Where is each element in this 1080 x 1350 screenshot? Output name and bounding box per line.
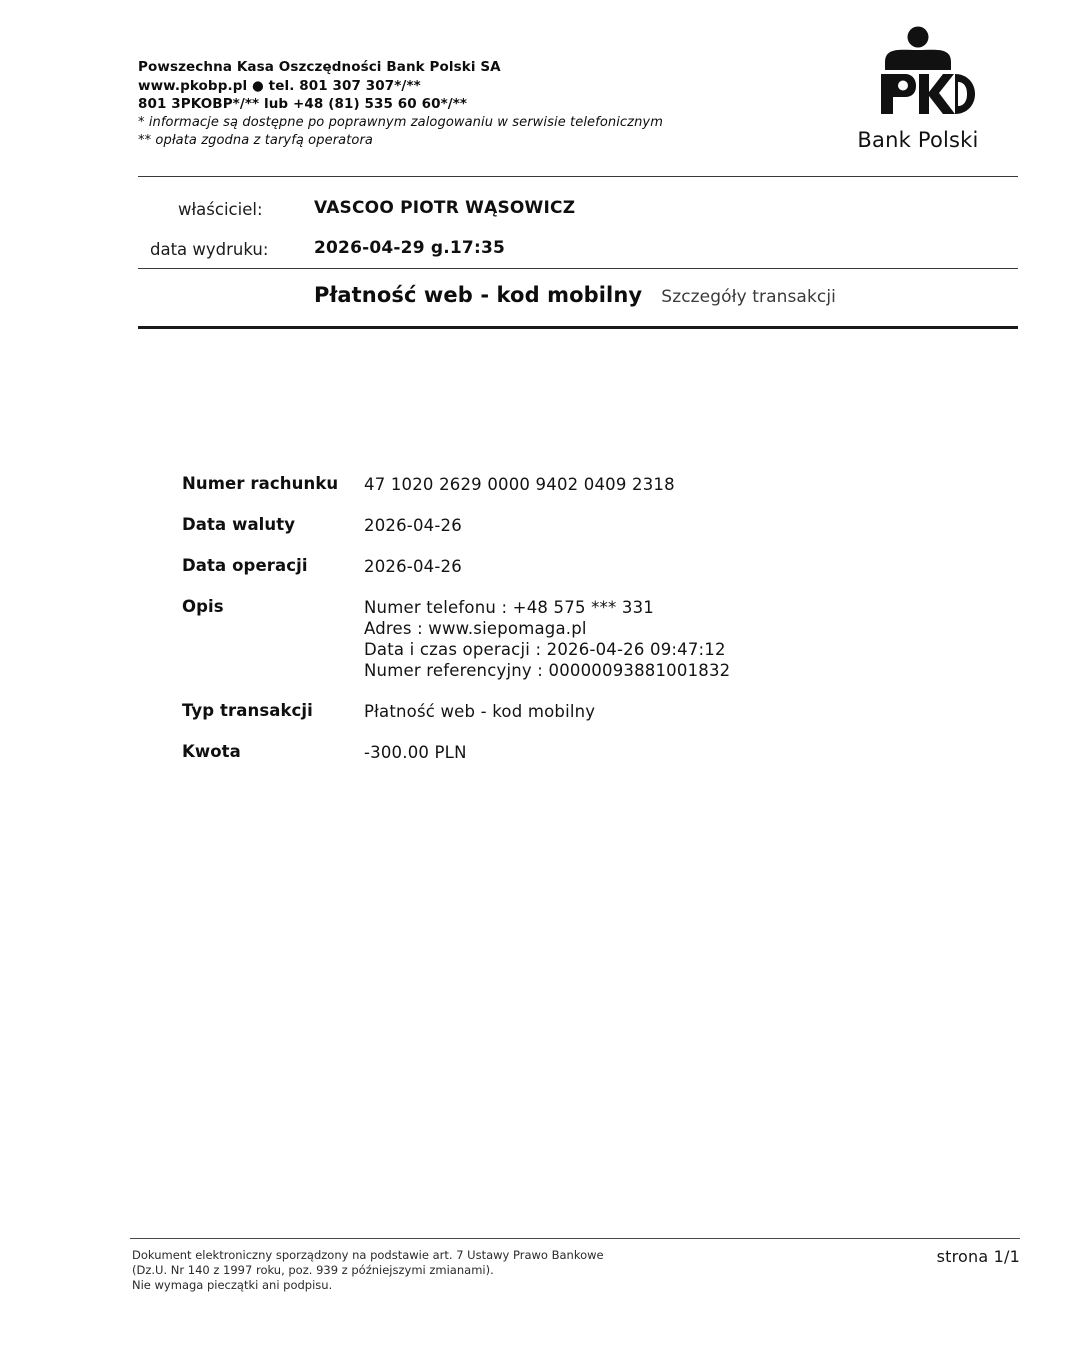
detail-line: 47 1020 2629 0000 9402 0409 2318	[364, 475, 675, 494]
amount-label: Kwota	[182, 742, 241, 761]
document-header	[138, 58, 1018, 168]
detail-row	[182, 474, 1022, 495]
description-value	[364, 597, 1022, 681]
page-subtitle: Szczegóły transakcji	[661, 287, 836, 307]
transaction-type-value	[364, 701, 1022, 722]
detail-row	[182, 701, 1022, 722]
detail-line-phone: Numer telefonu : +48 575 *** 331	[364, 598, 654, 617]
pko-logo-icon	[859, 26, 977, 122]
detail-line: Płatność web - kod mobilny	[364, 702, 596, 721]
footnote-single-star: * informacje są dostępne po poprawnym zalogowaniu w serwisie telefonicznym	[138, 114, 663, 130]
owner-row	[150, 196, 1020, 236]
value-date-label: Data waluty	[182, 515, 296, 534]
bank-name: Powszechna Kasa Oszczędności Bank Polski SA	[138, 59, 501, 75]
detail-line: -300.00 PLN	[364, 743, 467, 762]
account-number-value	[364, 474, 1022, 495]
page-number: strona 1/1	[936, 1247, 1020, 1266]
detail-line-reference: Numer referencyjny : 00000093881001832	[364, 661, 731, 680]
divider-title-bottom	[138, 326, 1018, 329]
detail-line: 2026-04-26	[364, 516, 462, 535]
detail-line-address: Adres : www.siepomaga.pl	[364, 619, 587, 638]
description-label: Opis	[182, 597, 224, 616]
detail-row	[182, 597, 1022, 681]
print-date-row	[150, 236, 1020, 276]
footer-line-2: (Dz.U. Nr 140 z 1997 roku, poz. 939 z późniejszymi zmianami).	[132, 1263, 494, 1277]
bank-logo	[818, 26, 1018, 152]
operation-date-label: Data operacji	[182, 556, 308, 575]
amount-value	[364, 742, 1022, 763]
document-footer	[132, 1248, 832, 1293]
bank-website-phone: www.pkobp.pl ● tel. 801 307 307*/**	[138, 77, 421, 94]
bank-logo-text: Bank Polski	[857, 128, 979, 152]
print-date-value: 2026-04-29 g.17:35	[314, 238, 505, 258]
value-date-value	[364, 515, 1022, 536]
document-title-row	[314, 283, 836, 307]
transaction-type-label: Typ transakcji	[182, 701, 313, 720]
detail-row	[182, 556, 1022, 577]
operation-date-value	[364, 556, 1022, 577]
document-meta	[150, 196, 1020, 276]
transaction-details	[182, 474, 1022, 783]
divider-middle	[138, 268, 1018, 269]
footnote-double-star: ** opłata zgodna z taryfą operatora	[138, 133, 373, 148]
account-number-label: Numer rachunku	[182, 474, 339, 493]
bank-phone-alt: 801 3PKOBP*/** lub +48 (81) 535 60 60*/**	[138, 96, 468, 112]
detail-row	[182, 742, 1022, 763]
print-date-label: data wydruku:	[150, 240, 269, 259]
owner-value: VASCOO PIOTR WĄSOWICZ	[314, 198, 576, 218]
detail-row	[182, 515, 1022, 536]
detail-line-datetime: Data i czas operacji : 2026-04-26 09:47:12	[364, 640, 726, 659]
footer-line-3: Nie wymaga pieczątki ani podpisu.	[132, 1278, 333, 1292]
footer-line-1: Dokument elektroniczny sporządzony na podstawie art. 7 Ustawy Prawo Bankowe	[132, 1248, 604, 1262]
divider-top	[138, 176, 1018, 177]
detail-line: 2026-04-26	[364, 557, 462, 576]
owner-label: właściciel:	[178, 200, 263, 219]
page-title: Płatność web - kod mobilny	[314, 283, 643, 307]
divider-footer	[130, 1238, 1020, 1239]
bank-contact-block	[138, 58, 663, 151]
